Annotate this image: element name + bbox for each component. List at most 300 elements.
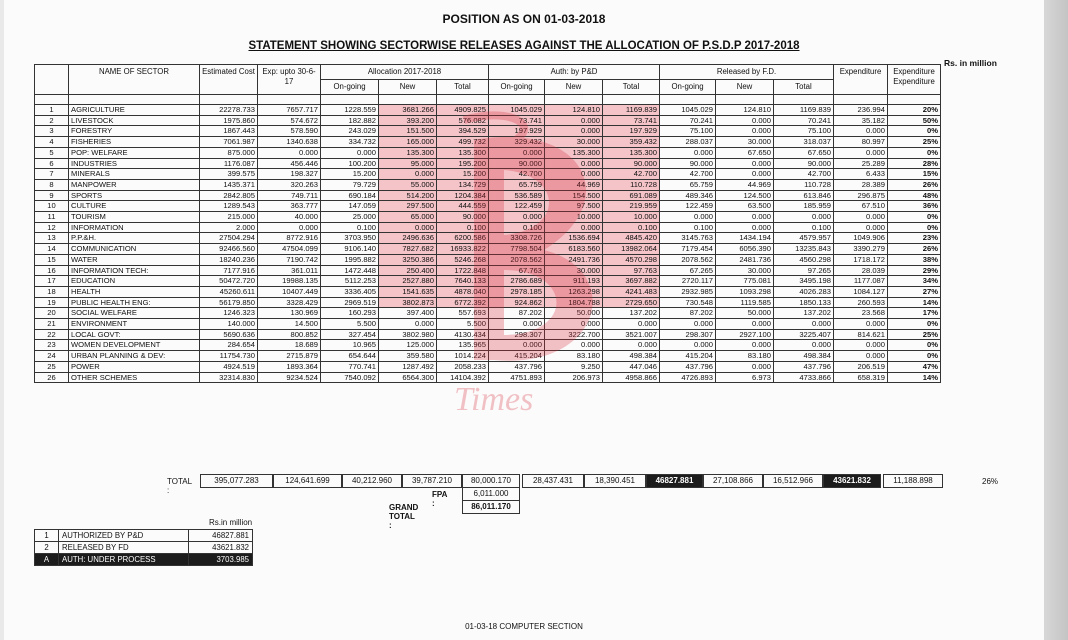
cell-a-new: 3681.266 (379, 105, 437, 116)
cell-r-new: 83.180 (716, 351, 774, 362)
cell-expend: 1177.087 (834, 276, 888, 287)
allocation-header: Allocation 2017-2018 (321, 65, 489, 80)
cell-a-tot: 15.200 (437, 169, 489, 180)
cell-expend: 0.000 (834, 126, 888, 137)
cell-a-tot: 16933.822 (437, 244, 489, 255)
cell-r-new: 2481.736 (716, 254, 774, 265)
cell-p-on: 87.202 (489, 308, 545, 319)
cell-r-tot: 3225.407 (774, 329, 834, 340)
sno-header (35, 65, 69, 95)
cell-name: INDUSTRIES (69, 158, 200, 169)
cell-exp: 130.969 (258, 308, 321, 319)
cell-a-new: 0.000 (379, 222, 437, 233)
cell-expend: 0.000 (834, 351, 888, 362)
cell-pct: 0% (888, 340, 941, 351)
cell-exp: 2715.879 (258, 351, 321, 362)
cell-a-tot: 134.729 (437, 179, 489, 190)
table-row (35, 105, 941, 116)
cell-sno: 15 (35, 254, 69, 265)
cell-a-new: 1287.492 (379, 361, 437, 372)
total-label: TOTAL : (167, 477, 192, 495)
summary-label: RELEASED BY FD (59, 542, 189, 554)
cell-exp: 19988.135 (258, 276, 321, 287)
auth-header: Auth: by P&D (489, 65, 660, 80)
cell-pct: 23% (888, 233, 941, 244)
cell-r-on: 75.100 (660, 126, 716, 137)
cell-name: LOCAL GOVT: (69, 329, 200, 340)
cell-a-new: 250.400 (379, 265, 437, 276)
cell-r-tot: 0.100 (774, 222, 834, 233)
cell-a-on: 100.200 (321, 158, 379, 169)
cell-pct: 0% (888, 126, 941, 137)
grand-total-value: 86,011.170 (462, 500, 520, 514)
cell-pct: 47% (888, 361, 941, 372)
cell-r-tot: 90.000 (774, 158, 834, 169)
total-rel-new: 16,512.966 (763, 474, 823, 488)
cell-est: 56179.850 (200, 297, 258, 308)
table-row (35, 137, 941, 148)
cell-expend: 67.510 (834, 201, 888, 212)
cell-p-tot: 1169.839 (603, 105, 660, 116)
cell-name: SOCIAL WELFARE (69, 308, 200, 319)
cell-exp: 749.711 (258, 190, 321, 201)
cell-sno: 23 (35, 340, 69, 351)
total-expenditure: 11,188.898 (883, 474, 943, 488)
cell-r-tot: 3495.198 (774, 276, 834, 287)
cell-exp: 320.263 (258, 179, 321, 190)
cell-r-tot: 4733.866 (774, 372, 834, 383)
cell-a-on: 1228.559 (321, 105, 379, 116)
total-auth-ongoing: 28,437.431 (522, 474, 584, 488)
cell-exp: 8772.916 (258, 233, 321, 244)
cell-name: URBAN PLANNING & DEV: (69, 351, 200, 362)
cell-est: 140.000 (200, 319, 258, 330)
cell-r-on: 4726.893 (660, 372, 716, 383)
cell-expend: 236.994 (834, 105, 888, 116)
cell-r-new: 67.650 (716, 147, 774, 158)
cell-p-new: 0.000 (545, 319, 603, 330)
cell-exp: 40.000 (258, 212, 321, 223)
cell-r-tot: 1850.133 (774, 297, 834, 308)
cell-exp: 574.672 (258, 115, 321, 126)
cell-expend: 80.997 (834, 137, 888, 148)
cell-r-new: 124.500 (716, 190, 774, 201)
cell-p-on: 67.763 (489, 265, 545, 276)
cell-p-on: 2078.562 (489, 254, 545, 265)
cell-pct: 38% (888, 254, 941, 265)
cell-a-on: 690.184 (321, 190, 379, 201)
cell-expend: 0.000 (834, 222, 888, 233)
auth-ongoing-header: On-going (489, 80, 545, 95)
cell-p-new: 0.000 (545, 169, 603, 180)
cell-p-tot: 2729.650 (603, 297, 660, 308)
cell-pct: 0% (888, 147, 941, 158)
cell-a-on: 7540.092 (321, 372, 379, 383)
cell-a-on: 10.965 (321, 340, 379, 351)
summary-unit: Rs.in million (209, 518, 253, 527)
cell-p-new: 30.000 (545, 137, 603, 148)
table-row (35, 286, 941, 297)
cell-est: 7061.987 (200, 137, 258, 148)
cell-p-tot: 0.000 (603, 340, 660, 351)
cell-p-new: 1804.788 (545, 297, 603, 308)
cell-sno: 1 (35, 105, 69, 116)
cell-sno: 22 (35, 329, 69, 340)
cell-a-tot: 7640.133 (437, 276, 489, 287)
cell-p-new: 9.250 (545, 361, 603, 372)
table-row (35, 201, 941, 212)
table-row (35, 265, 941, 276)
total-alloc-total: 80,000.170 (462, 474, 520, 488)
cell-r-new: 1119.585 (716, 297, 774, 308)
summary-value: 3703.985 (189, 554, 253, 566)
cell-a-new: 3250.386 (379, 254, 437, 265)
cell-exp: 10407.449 (258, 286, 321, 297)
cell-a-new: 1541.635 (379, 286, 437, 297)
table-row (35, 297, 941, 308)
cell-a-on: 327.454 (321, 329, 379, 340)
cell-sno: 18 (35, 286, 69, 297)
total-alloc-new: 39,787.210 (402, 474, 462, 488)
cell-pct: 48% (888, 190, 941, 201)
cell-expend: 1084.127 (834, 286, 888, 297)
cell-p-on: 90.000 (489, 158, 545, 169)
cell-est: 7177.916 (200, 265, 258, 276)
cell-r-new: 0.000 (716, 169, 774, 180)
cell-expend: 260.593 (834, 297, 888, 308)
cell-r-tot: 97.265 (774, 265, 834, 276)
cell-r-on: 288.037 (660, 137, 716, 148)
cell-est: 1246.323 (200, 308, 258, 319)
cell-p-tot: 4958.866 (603, 372, 660, 383)
cell-r-on: 1045.029 (660, 105, 716, 116)
cell-p-new: 1263.298 (545, 286, 603, 297)
cell-name: MINERALS (69, 169, 200, 180)
cell-sno: 9 (35, 190, 69, 201)
rel-ongoing-header: On-going (660, 80, 716, 95)
summary-value: 46827.881 (189, 530, 253, 542)
cell-name: OTHER SCHEMES (69, 372, 200, 383)
cell-r-tot: 4026.283 (774, 286, 834, 297)
grand-total-label: GRAND TOTAL : (389, 503, 419, 530)
cell-est: 1176.087 (200, 158, 258, 169)
cell-est: 875.000 (200, 147, 258, 158)
cell-r-new: 2927.100 (716, 329, 774, 340)
table-row (35, 329, 941, 340)
cell-p-new: 6183.560 (545, 244, 603, 255)
cell-p-tot: 447.046 (603, 361, 660, 372)
cell-r-tot: 185.959 (774, 201, 834, 212)
cell-a-new: 65.000 (379, 212, 437, 223)
cell-est: 32314.830 (200, 372, 258, 383)
cell-a-on: 3703.950 (321, 233, 379, 244)
cell-p-tot: 359.432 (603, 137, 660, 148)
cell-a-on: 1472.448 (321, 265, 379, 276)
cell-r-tot: 498.384 (774, 351, 834, 362)
cell-a-new: 0.000 (379, 319, 437, 330)
cell-a-on: 1995.882 (321, 254, 379, 265)
cell-a-tot: 14104.392 (437, 372, 489, 383)
cell-p-new: 2491.736 (545, 254, 603, 265)
cell-exp: 7190.742 (258, 254, 321, 265)
table-row (35, 340, 941, 351)
auth-new-header: New (545, 80, 603, 95)
cell-a-on: 243.029 (321, 126, 379, 137)
cell-p-on: 0.100 (489, 222, 545, 233)
cell-p-tot: 73.741 (603, 115, 660, 126)
sector-name-header: NAME OF SECTOR (69, 65, 200, 95)
cell-p-new: 3222.700 (545, 329, 603, 340)
cell-r-on: 70.241 (660, 115, 716, 126)
cell-expend: 28.039 (834, 265, 888, 276)
cell-a-on: 770.741 (321, 361, 379, 372)
cell-p-new: 911.193 (545, 276, 603, 287)
cell-p-new: 0.000 (545, 158, 603, 169)
cell-p-tot: 691.089 (603, 190, 660, 201)
cell-sno: 10 (35, 201, 69, 212)
cell-p-on: 4751.893 (489, 372, 545, 383)
cell-p-on: 437.796 (489, 361, 545, 372)
cell-expend: 6.433 (834, 169, 888, 180)
footer-note: 01-03-18 COMPUTER SECTION (465, 622, 583, 631)
cell-r-new: 0.000 (716, 212, 774, 223)
cell-name: TOURISM (69, 212, 200, 223)
cell-r-tot: 318.037 (774, 137, 834, 148)
cell-r-on: 2720.117 (660, 276, 716, 287)
cell-expend: 3390.279 (834, 244, 888, 255)
cell-a-on: 9106.140 (321, 244, 379, 255)
cell-expend: 25.289 (834, 158, 888, 169)
cell-r-new: 0.000 (716, 361, 774, 372)
cell-a-tot: 576.082 (437, 115, 489, 126)
cell-p-new: 44.969 (545, 179, 603, 190)
cell-p-on: 536.589 (489, 190, 545, 201)
cell-r-new: 30.000 (716, 265, 774, 276)
cell-r-new: 30.000 (716, 137, 774, 148)
cell-r-new: 0.000 (716, 340, 774, 351)
cell-exp: 361.011 (258, 265, 321, 276)
cell-pct: 36% (888, 201, 941, 212)
cell-p-tot: 97.763 (603, 265, 660, 276)
sector-rows (35, 95, 941, 383)
cell-p-new: 10.000 (545, 212, 603, 223)
summary-row (35, 554, 253, 566)
cell-r-on: 0.000 (660, 340, 716, 351)
cell-a-tot: 5.500 (437, 319, 489, 330)
cell-p-new: 206.973 (545, 372, 603, 383)
cell-name: INFORMATION TECH: (69, 265, 200, 276)
cell-sno: 25 (35, 361, 69, 372)
cell-p-tot: 137.202 (603, 308, 660, 319)
cell-r-on: 65.759 (660, 179, 716, 190)
cell-expend: 1718.172 (834, 254, 888, 265)
cell-expend: 206.519 (834, 361, 888, 372)
total-pct: 26% (982, 477, 999, 486)
cell-a-tot: 195.200 (437, 158, 489, 169)
cell-p-new: 154.500 (545, 190, 603, 201)
cell-est: 399.575 (200, 169, 258, 180)
cell-est: 5690.636 (200, 329, 258, 340)
cell-p-on: 65.759 (489, 179, 545, 190)
cell-exp: 456.446 (258, 158, 321, 169)
cell-sno: 20 (35, 308, 69, 319)
cell-r-tot: 75.100 (774, 126, 834, 137)
cell-p-tot: 110.728 (603, 179, 660, 190)
cell-r-new: 0.000 (716, 319, 774, 330)
cell-a-new: 151.500 (379, 126, 437, 137)
cell-a-on: 0.100 (321, 222, 379, 233)
cell-name: WATER (69, 254, 200, 265)
cell-sno: 26 (35, 372, 69, 383)
cell-a-new: 0.000 (379, 169, 437, 180)
cell-pct: 15% (888, 169, 941, 180)
cell-a-tot: 90.000 (437, 212, 489, 223)
cell-pct: 0% (888, 212, 941, 223)
cell-pct: 0% (888, 319, 941, 330)
cell-pct: 25% (888, 137, 941, 148)
cell-p-tot: 3521.007 (603, 329, 660, 340)
cell-r-new: 44.969 (716, 179, 774, 190)
cell-p-on: 329.432 (489, 137, 545, 148)
cell-exp: 1893.364 (258, 361, 321, 372)
cell-a-new: 2527.880 (379, 276, 437, 287)
cell-a-tot: 135.965 (437, 340, 489, 351)
cell-p-on: 924.862 (489, 297, 545, 308)
cell-a-tot: 444.559 (437, 201, 489, 212)
cell-p-tot: 197.929 (603, 126, 660, 137)
cell-est: 215.000 (200, 212, 258, 223)
cell-r-tot: 42.700 (774, 169, 834, 180)
cell-r-on: 0.000 (660, 212, 716, 223)
cell-r-tot: 70.241 (774, 115, 834, 126)
cell-a-on: 25.000 (321, 212, 379, 223)
cell-est: 11754.730 (200, 351, 258, 362)
svg-text:Times: Times (454, 381, 534, 418)
cell-a-tot: 0.100 (437, 222, 489, 233)
cell-sno: 17 (35, 276, 69, 287)
cell-r-on: 0.000 (660, 147, 716, 158)
summary-sno: 2 (35, 542, 59, 554)
cell-a-on: 2969.519 (321, 297, 379, 308)
cell-name: COMMUNICATION (69, 244, 200, 255)
cell-a-on: 334.732 (321, 137, 379, 148)
summary-table (34, 529, 253, 566)
cell-p-tot: 90.000 (603, 158, 660, 169)
cell-p-new: 0.000 (545, 340, 603, 351)
cell-r-on: 437.796 (660, 361, 716, 372)
cell-a-new: 165.000 (379, 137, 437, 148)
cell-r-on: 0.100 (660, 222, 716, 233)
cell-a-tot: 4130.434 (437, 329, 489, 340)
cell-r-new: 0.000 (716, 158, 774, 169)
cell-sno: 24 (35, 351, 69, 362)
cell-p-on: 1045.029 (489, 105, 545, 116)
cell-name: INFORMATION (69, 222, 200, 233)
sector-releases-table (34, 64, 941, 383)
table-row (35, 276, 941, 287)
table-row (35, 351, 941, 362)
cell-exp: 363.777 (258, 201, 321, 212)
cell-a-on: 3336.405 (321, 286, 379, 297)
cell-r-new: 6.973 (716, 372, 774, 383)
cell-expend: 814.621 (834, 329, 888, 340)
cell-name: EDUCATION (69, 276, 200, 287)
cell-est: 2842.805 (200, 190, 258, 201)
cell-pct: 26% (888, 179, 941, 190)
cell-a-on: 0.000 (321, 147, 379, 158)
table-row (35, 115, 941, 126)
cell-a-tot: 1722.848 (437, 265, 489, 276)
cell-a-new: 2496.636 (379, 233, 437, 244)
cell-p-tot: 135.300 (603, 147, 660, 158)
cell-pct: 25% (888, 329, 941, 340)
estimated-cost-header: Estimated Cost (200, 65, 258, 95)
total-auth-new: 18,390.451 (584, 474, 646, 488)
cell-est: 2.000 (200, 222, 258, 233)
table-row (35, 222, 941, 233)
cell-r-new: 0.000 (716, 126, 774, 137)
cell-p-new: 30.000 (545, 265, 603, 276)
cell-r-on: 42.700 (660, 169, 716, 180)
cell-p-on: 298.307 (489, 329, 545, 340)
cell-a-new: 514.200 (379, 190, 437, 201)
expenditure-header: Expenditure (834, 65, 888, 95)
cell-p-on: 7798.504 (489, 244, 545, 255)
cell-a-tot: 5246.268 (437, 254, 489, 265)
cell-r-new: 0.000 (716, 222, 774, 233)
cell-r-tot: 137.202 (774, 308, 834, 319)
cell-pct: 20% (888, 105, 941, 116)
table-row (35, 233, 941, 244)
cell-a-new: 397.400 (379, 308, 437, 319)
table-row (35, 179, 941, 190)
cell-expend: 0.000 (834, 319, 888, 330)
table-row (35, 308, 941, 319)
cell-r-tot: 13235.843 (774, 244, 834, 255)
cell-exp: 14.500 (258, 319, 321, 330)
cell-name: CULTURE (69, 201, 200, 212)
fpa-label: FPA : (432, 490, 448, 508)
cell-a-tot: 557.693 (437, 308, 489, 319)
table-row (35, 319, 941, 330)
table-row (35, 190, 941, 201)
cell-a-new: 7827.682 (379, 244, 437, 255)
cell-p-new: 1536.694 (545, 233, 603, 244)
cell-est: 27504.294 (200, 233, 258, 244)
cell-exp: 18.689 (258, 340, 321, 351)
total-exp: 124,641.699 (273, 474, 342, 488)
cell-p-on: 197.929 (489, 126, 545, 137)
cell-name: FISHERIES (69, 137, 200, 148)
cell-p-tot: 4570.298 (603, 254, 660, 265)
cell-r-new: 775.081 (716, 276, 774, 287)
cell-r-on: 90.000 (660, 158, 716, 169)
cell-r-new: 1434.194 (716, 233, 774, 244)
cell-sno: 13 (35, 233, 69, 244)
alloc-new-header: New (379, 80, 437, 95)
cell-a-new: 55.000 (379, 179, 437, 190)
cell-r-on: 298.307 (660, 329, 716, 340)
released-header: Released by F.D. (660, 65, 834, 80)
auth-total-header: Total (603, 80, 660, 95)
cell-r-on: 0.000 (660, 319, 716, 330)
cell-name: SPORTS (69, 190, 200, 201)
cell-expend: 0.000 (834, 147, 888, 158)
cell-p-tot: 42.700 (603, 169, 660, 180)
cell-expend: 35.182 (834, 115, 888, 126)
cell-est: 1289.543 (200, 201, 258, 212)
cell-sno: 4 (35, 137, 69, 148)
